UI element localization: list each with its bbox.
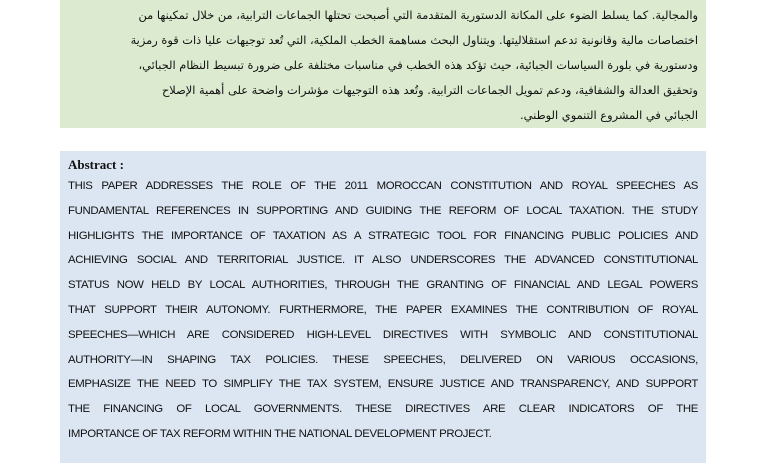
abstract-line: ACHIEVING SOCIAL AND TERRITORIAL JUSTICE. IT ALSO UNDERSCORES THE ADVANCED CONSTITUTIONAL bbox=[68, 254, 698, 267]
abstract-body bbox=[68, 174, 698, 447]
arabic-summary-line: والمجالية. كما يسلط الضوء على المكانة الدستورية المتقدمة التي أصبحت تحتلها الجماعات الترابية، من خلال تمكينها من bbox=[138, 8, 698, 22]
arabic-summary-line: الجبائي في المشروع التنموي الوطني. bbox=[520, 108, 698, 122]
abstract-line: THE FINANCING OF LOCAL GOVERNMENTS. THESE DIRECTIVES ARE CLEAR INDICATORS OF THE bbox=[68, 403, 698, 416]
arabic-summary-line: اختصاصات مالية وقانونية تدعم استقلاليتها. ويتناول البحث مساهمة الخطب الملكية، التي تُعد توجيهات عليا ذات قوة رمزية bbox=[130, 33, 698, 47]
abstract-line: STATUS NOW HELD BY LOCAL AUTHORITIES, THROUGH THE GRANTING OF FINANCIAL AND LEGAL POWERS bbox=[68, 279, 698, 292]
arabic-summary-line: ودستورية في بلورة السياسات الجبائية، حيث تؤكد هذه الخطب في مناسبات مختلفة على ضرورة تبسيط النظام الجبائي، bbox=[138, 58, 698, 72]
abstract-line: FUNDAMENTAL REFERENCES IN SUPPORTING AND GUIDING THE REFORM OF LOCAL TAXATION. THE STUDY bbox=[68, 204, 698, 217]
abstract-line: THAT SUPPORT THEIR AUTONOMY. FURTHERMORE, THE PAPER EXAMINES THE CONTRIBUTION OF ROYAL bbox=[68, 303, 698, 316]
abstract-line: AUTHORITY—IN SHAPING TAX POLICIES. THESE SPEECHES, DELIVERED ON VARIOUS OCCASIONS, bbox=[68, 353, 698, 366]
arabic-summary-section bbox=[60, 0, 706, 128]
arabic-summary-line: وتحقيق العدالة والشفافية، ودعم تمويل الجماعات الترابية. وتُعد هذه التوجيهات مؤشرات واضحة على أهمية الإصلاح bbox=[161, 83, 698, 97]
abstract-line: EMPHASIZE THE NEED TO SIMPLIFY THE TAX SYSTEM, ENSURE JUSTICE AND TRANSPARENCY, AND SUPPORT bbox=[68, 378, 698, 391]
abstract-line: THIS PAPER ADDRESSES THE ROLE OF THE 2011 MOROCCAN CONSTITUTION AND ROYAL SPEECHES AS bbox=[68, 180, 698, 192]
abstract-section bbox=[60, 151, 706, 463]
abstract-line: SPEECHES—WHICH ARE CONSIDERED HIGH-LEVEL DIRECTIVES WITH SYMBOLIC AND CONSTITUTIONAL bbox=[68, 328, 698, 341]
abstract-line: HIGHLIGHTS THE IMPORTANCE OF TAXATION AS A STRATEGIC TOOL FOR FINANCING PUBLIC POLICIES AND bbox=[68, 229, 698, 242]
abstract-line: IMPORTANCE OF TAX REFORM WITHIN THE NATIONAL DEVELOPMENT PROJECT. bbox=[68, 427, 492, 440]
abstract-heading: Abstract : bbox=[68, 157, 124, 172]
